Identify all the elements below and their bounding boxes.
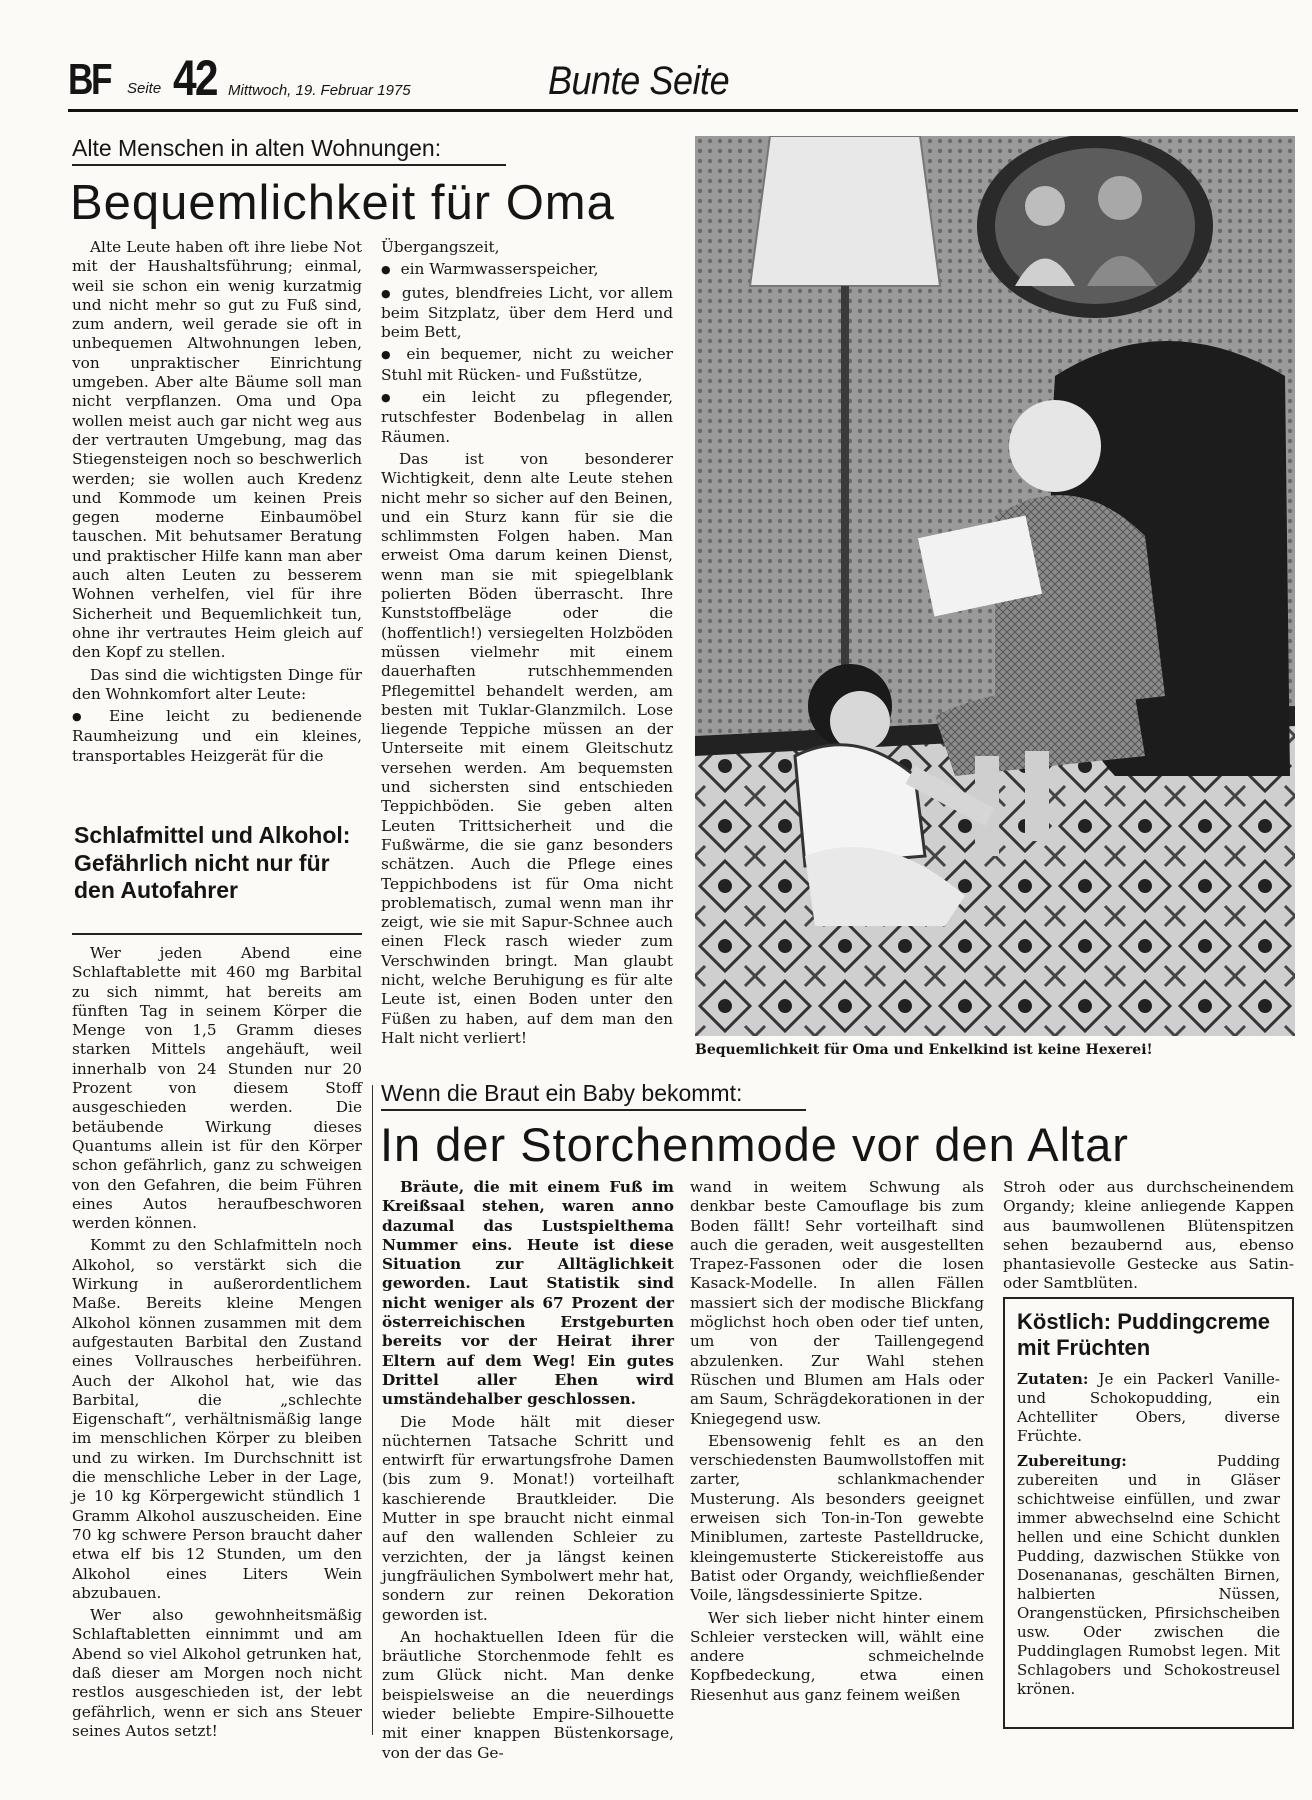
page-number: 42 <box>173 50 217 106</box>
article2-rule <box>72 933 362 935</box>
article3-column-3 <box>1003 1178 1294 1294</box>
paragraph: Alte Leute haben oft ihre liebe Not mit der Haushaltsführung; einmal, weil sie schon ein wenig kurzatmig und nicht mehr so gut zu Fuß sind, zum andern, weil gerade sie oft in unbequemen Altwohnungen leben, von unpraktischer Einrichtung umgeben. Aber alte Bäume soll man nicht verpflanzen. Oma und Opa wollen meist auch gar nicht weg aus der vertrauten Umgebung, mag das Stiegensteigen noch so beschwerlich werden; sie wollen auch Kredenz und Kommode um keinen Preis gegen moderne Einbaumöbel tauschen. Mit behutsamer Beratung und praktischer Hilfe kann man aber auch alten Leuten zu besserem Wohnen verhelfen, viel für ihre Sicherheit und Bequemlichkeit tun, ohne ihr vertrautes Heim gleich auf den Kopf zu stellen. <box>72 238 362 662</box>
paragraph: Ebensowenig fehlt es an den verschiedensten Baumwollstoffen mit zarter, schlankmachender Musterung. Als besonders geeignet erweisen sich Ton-in-Ton gewebte Miniblumen, zarteste Pastelldrucke, kleingemusterte Stickereistoffe aus Batist oder Organdy, weichfließender Voile, längsdessinierte Spitze. <box>690 1431 984 1605</box>
preparation-label: Zubereitung: <box>1017 1451 1127 1470</box>
paragraph: Übergangszeit, <box>381 238 500 256</box>
photo-illustration <box>695 136 1295 1036</box>
preparation-text: Pudding zubereiten und in Gläser schichtweise einfüllen, und zwar immer abwechselnd eine Schicht hellen und eine Schicht dunklen Pudding, dazwischen Stükke von Dosenananas, geschälten Birnen, halbierten Nüssen, Orangenstücken, Pfirsichscheiben usw. Oder zwischen die Puddinglagen Rumobst legen. Mit Schlagobers und Schokostreusel krönen. <box>1017 1451 1280 1698</box>
article3-kicker: Wenn die Braut ein Baby bekommt: <box>381 1081 806 1111</box>
article3-headline: In der Storchenmode vor den Altar <box>380 1118 1129 1171</box>
article1-kicker: Alte Menschen in alten Wohnungen: <box>72 136 506 166</box>
paragraph: Kommt zu den Schlafmitteln noch Alkohol, so verstärkt sich die Wirkung in außerordentlichem Maße. Bereits kleine Mengen Alkohol können zusammen mit dem aufgestauten Barbital den Zustand eines Vollrausches herbeiführen. Auch der Alkohol hat, wie das Barbital, die „schlechte Eigenschaft“, verhältnismäßig lange im menschlichen Körper zu bleiben und zu wirken. Im Durchschnitt ist die menschliche Leber in der Lage, je 10 kg Körpergewicht stündlich 1 Gramm Alkohol auszuscheiden. Eine 70 kg schwere Person braucht daher etwa elf bis 12 Stunden, um den Alkohol eines Liters Wein abzubauen. <box>72 1236 362 1602</box>
paragraph: An hochaktuellen Ideen für die bräutliche Storchenmode fehlt es zum Glück nicht. Man denke beispielsweise an die neuerdings wieder beliebte Empire-Silhouette mit einer knappen Büstenkorsage, von der das Ge- <box>382 1627 674 1762</box>
article2-headline: Schlafmittel und Alkohol: Gefährlich nicht nur für den Autofahrer <box>74 822 351 904</box>
article3-column-2 <box>690 1178 984 1705</box>
ingredients-label: Zutaten: <box>1017 1369 1089 1388</box>
article1-column-1 <box>72 238 362 766</box>
recipe-body <box>1017 1370 1280 1699</box>
bullet-item: ● ein leicht zu pflegender, rutschfester Bodenbelag in allen Räumen. <box>381 388 673 447</box>
newspaper-logo: BF <box>68 55 111 104</box>
lead-paragraph: Bräute, die mit einem Fuß im Kreißsaal stehen, waren anno dazumal das Lustspielthema Nummer eins. Heute ist diese Situation zur Alltäglichkeit geworden. Laut Statistik sind nicht weniger als 67 Prozent der österreichischen Erstgeburten bereits vor der Heirat ihrer Eltern auf dem Weg! Ein gutes Drittel aller Ehen wird umständehalber geschlossen. <box>382 1178 674 1409</box>
paragraph: Die Mode hält mit dieser nüchternen Tatsache Schritt und entwirft für erwartungsfrohe Damen (bis zum 9. Monat!) vorteilhaft kaschierende Brautkleider. Die Mutter in spe braucht nicht einmal auf den wallenden Schleier zu verzichten, der ja längst keinen jungfräulichen Symbolwert mehr hat, sondern zur reinen Dekoration geworden ist. <box>382 1412 674 1624</box>
page-label: Seite <box>127 80 162 97</box>
paragraph: Das ist von besonderer Wichtigkeit, denn alte Leute stehen nicht mehr so sicher auf den Beinen, und ein Sturz kann für sie die schlimmsten Folgen haben. Man erweist Oma darum keinen Dienst, wenn man sie mit spiegelblank polierten Böden überrascht. Ihre Kunststoffbeläge oder die (hoffentlich!) versiegelten Holzböden müssen vielmehr mit einem dauerhaften rutschhemmenden Pflegemittel behandelt werden, am besten mit Tuklar-Glanzmilch. Lose liegende Teppiche müssen an der Unterseite mit einem Gleitschutz versehen werden. Am bequemsten und sichersten sind entschieden Teppichböden. Sie geben alten Leuten Trittsicherheit und die Fußwärme, die sie ganz besonders schätzen. Auch die Pflege eines Teppichbodens ist für Oma nicht problematisch, zumal wenn man ihr zeigt, wie sie mit Sapur-Schnee auch einen Fleck rasch wieder zum Verschwinden bringt. Man glaubt nicht, welche Beruhigung es für alte Leute ist, einen Boden unter den Füßen zu haben, auf dem man den Halt nicht verliert! <box>381 449 673 1047</box>
article2-body <box>72 944 362 1741</box>
paragraph: Wer jeden Abend eine Schlaftablette mit 460 mg Barbital zu sich nimmt, hat bereits am fünften Tag in seinem Körper die Menge von 1,5 Gramm dieses starken Mittels angehäuft, weil innerhalb von 24 Stunden nur 20 Prozent von diesem Stoff ausgeschieden werden. Die betäubende Wirkung dieses Quantums allein ist für den Körper schon gefährlich, ganz zu schweigen von den Gefahren, die beim Führen eines Autos heraufbeschworen werden können. <box>72 944 362 1233</box>
bullet-item: ● Eine leicht zu bedienende Raumheizung und ein kleines, transportables Heizgerät für die <box>72 707 362 766</box>
section-title: Bunte Seite <box>548 59 730 103</box>
paragraph: Das sind die wichtigsten Dinge für den Wohnkomfort alter Leute: <box>72 665 362 703</box>
article-photo <box>695 136 1295 1036</box>
article1-headline: Bequemlichkeit für Oma <box>70 176 615 230</box>
ingredients-text: Je ein Packerl Vanille- und Schokopudding, ein Achtelliter Obers, diverse Früchte. <box>1017 1369 1280 1445</box>
paragraph: Stroh oder aus durchscheinendem Organdy; kleine anliegende Kappen aus baumwollenen Blütenspitzen sehen bezaubernd aus, ebenso phantasievolle Gestecke aus Satin- oder Samtblüten. <box>1003 1178 1294 1293</box>
paragraph: Wer also gewohnheitsmäßig Schlaftabletten einnimmt und am Abend so viel Alkohol getrunken hat, daß dieser am Morgen noch nicht restlos ausgeschieden ist, der lebt gefährlich, wenn er sich ans Steuer seines Autos setzt! <box>72 1606 362 1740</box>
article3-column-1 <box>382 1178 674 1763</box>
photo-caption: Bequemlichkeit für Oma und Enkelkind ist keine Hexerei! <box>695 1042 1153 1058</box>
article1-column-2 <box>381 238 673 1048</box>
paragraph: Wer sich lieber nicht hinter einem Schleier verstecken will, wählt eine andere schmeichelnde Kopfbedeckung, etwa einen Riesenhut aus ganz feinem weißen <box>690 1608 984 1704</box>
column-divider <box>372 1085 373 1735</box>
bullet-item: ● ein bequemer, nicht zu weicher Stuhl mit Rücken- und Fußstütze, <box>381 345 673 385</box>
bullet-item: ● gutes, blendfreies Licht, vor allem beim Sitzplatz, über dem Herd und beim Bett, <box>381 284 673 343</box>
bullet-item: ● ein Warmwasserspeicher, <box>381 260 673 280</box>
recipe-title: Köstlich: Puddingcreme mit Früchten <box>1017 1309 1271 1361</box>
recipe-box <box>1003 1297 1294 1729</box>
header-rule <box>68 109 1298 112</box>
issue-date: Mittwoch, 19. Februar 1975 <box>228 82 411 99</box>
paragraph: wand in weitem Schwung als denkbar beste Camouflage bis zum Boden fällt! Sehr vorteilhaft sind auch die geraden, weit ausgestellten Trapez-Fassonen oder die losen Kasack-Modelle. In allen Fällen massiert sich der modische Blickfang möglichst hoch oben oder tief unten, um von der Taillengegend abzulenken. Zur Wahl stehen Rüschen und Blumen am Hals oder am Saum, Schrägdekorationen in der Kniegegend usw. <box>690 1178 984 1428</box>
